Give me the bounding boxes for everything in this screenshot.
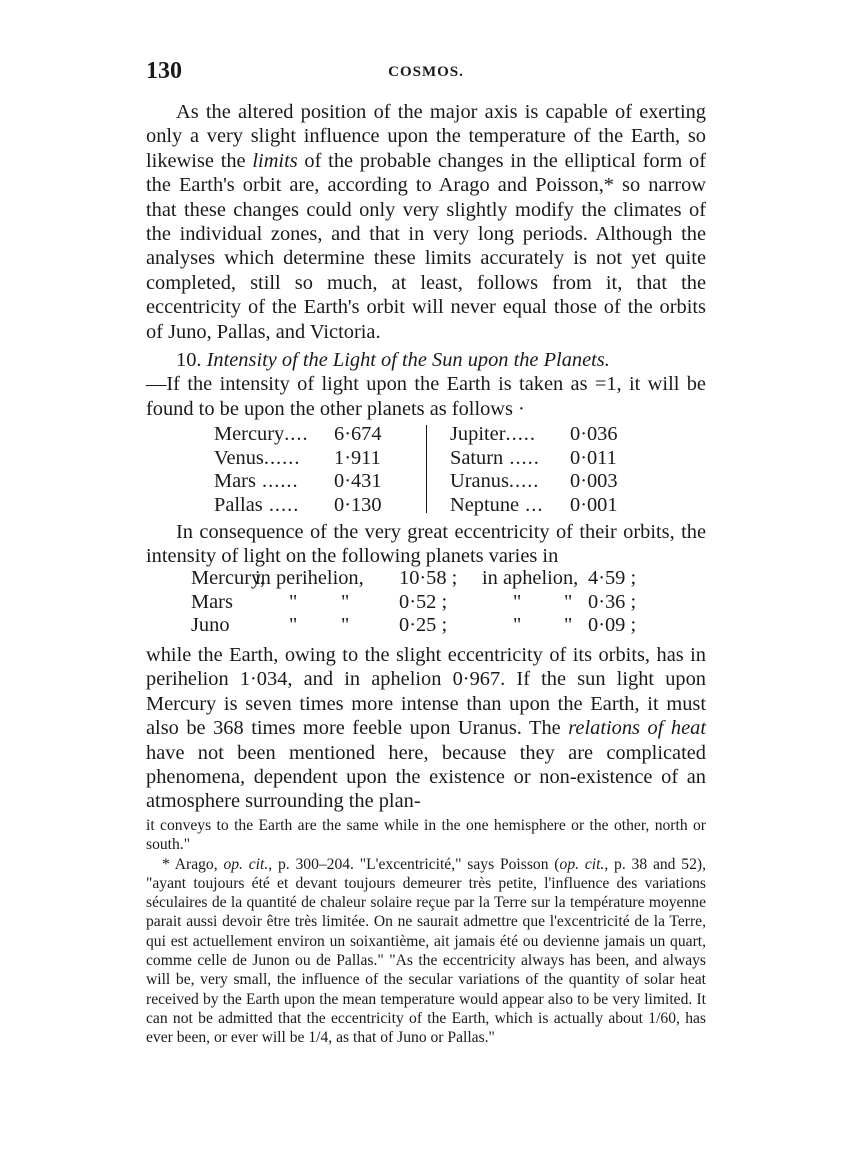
table-row [214, 494, 414, 518]
footnote-text: , as that of Juno or Pallas." [328, 1029, 495, 1047]
emphasis-relations-of-heat: relations of heat [568, 717, 706, 740]
table-row [191, 591, 671, 615]
running-title: COSMOS. [388, 64, 464, 80]
paragraph-earth-light [146, 643, 706, 814]
table-column-left [214, 423, 414, 517]
perihelion-aphelion-table [191, 567, 671, 638]
light-intensity-table [214, 423, 654, 517]
table-row [450, 470, 650, 494]
footnote-continued: it conveys to the Earth are the same while in the one hemisphere or the other, north or south." [146, 817, 706, 854]
intensity-value: 0·003 [570, 470, 618, 492]
planet-name [214, 423, 334, 447]
ditto-mark: " [513, 614, 522, 636]
planet-name [214, 494, 334, 518]
paragraph-eccentricity [146, 520, 706, 569]
planet-label: Uranus [450, 470, 509, 492]
intensity-value: 0·036 [570, 423, 618, 445]
perihelion-value: 10·58 ; [399, 567, 458, 589]
paragraph-text: have not been mentioned here, because they are complicated phenomena, dependent upon the existence or non-existence of an atmosphere surrounding the plan- [146, 741, 706, 813]
leader-dots: ...... [255, 470, 299, 492]
planet-label: Saturn [450, 446, 504, 469]
paragraph-text: —If the intensity of light upon the Earth is taken as =1, it will be found to be upon the other planets as follows · [146, 373, 706, 420]
planet-name: Juno [191, 614, 230, 636]
footnote-arago-poisson [146, 855, 706, 1048]
section-number: 10. [176, 349, 202, 371]
footnote-text: , has ever been, or ever will be [146, 1009, 706, 1047]
leader-dots: ..... [508, 470, 540, 492]
perihelion-value: 0·52 ; [399, 590, 448, 613]
paragraph-light-intensity [146, 348, 706, 421]
paragraph-text: In consequence of the very great eccentricity of their orbits, the intensity of light on the following planets varies in [146, 521, 706, 568]
intensity-value: 0·130 [334, 493, 382, 516]
table-column-right [450, 423, 650, 517]
planet-name: Mercury, [191, 567, 265, 589]
ditto-mark: " [564, 614, 573, 636]
ditto-mark: " [341, 590, 350, 613]
planet-label: Venus [214, 446, 264, 469]
intensity-value: 0·001 [570, 493, 618, 516]
table-row [450, 423, 650, 447]
planet-label: Neptune [450, 493, 520, 516]
table-row [450, 447, 650, 471]
aphelion-label: in aphelion, [482, 567, 579, 589]
planet-label: Pallas [214, 493, 263, 516]
leader-dots: ..... [262, 493, 300, 516]
aphelion-value: 0·36 ; [588, 590, 637, 613]
planet-label: Mars [214, 470, 256, 492]
aphelion-value: 0·09 ; [588, 614, 637, 636]
leader-dots: ..... [505, 423, 536, 445]
leader-dots: ...... [263, 446, 301, 469]
planet-name [450, 494, 570, 518]
footnote-text: , p. 300–204. "L'excentricité," says Poisson ( [268, 855, 560, 873]
footnote-text: , p. 38 and 52), "ayant toujours été et devant toujours demeurer très petite, l'influence des variations séculaires de la quantité de chaleur solaire reçue par la Terre sur la température moyenne parait aussi devoir être très limitée. On ne saurait admettre que l'excentricité de la Terre, qui est actuellement environ un soixantième, ait jamais été ou devienne jamais un quart, comme celle de Junon ou de Pallas." "As the eccentricity always has been, and always will be, very small, the influence of the secular variations of the quantity of solar heat received by the Earth upon the mean temperature would appear also to be very limited. It can not be admitted that the eccentricity of the Earth, which is actually about [146, 855, 706, 1027]
leader-dots: .... [284, 423, 309, 445]
table-row [450, 494, 650, 518]
planet-name [450, 447, 570, 471]
perihelion-label: in perihelion, [255, 567, 364, 589]
emphasis-limits: limits [252, 149, 298, 172]
leader-dots: ..... [503, 446, 540, 469]
ditto-mark: " [341, 614, 350, 636]
perihelion-value: 0·25 ; [399, 614, 448, 636]
paragraph-text: As the altered position of the major axis is capable of exerting only a very slight influence upon the temperature of the Earth, so likewise the [146, 101, 706, 172]
table-row [214, 423, 414, 447]
leader-dots: ... [519, 493, 544, 516]
table-row [214, 447, 414, 471]
footnote-marker: * Arago, [162, 855, 224, 873]
planet-name [214, 447, 334, 471]
column-divider [426, 425, 427, 513]
footnotes [146, 816, 706, 1048]
ditto-mark: " [289, 614, 298, 636]
intensity-value: 6·674 [334, 423, 382, 445]
citation-op-cit: op. cit. [559, 855, 605, 873]
section-heading: Intensity of the Light of the Sun upon the Planets. [206, 349, 610, 371]
page-header [146, 58, 706, 88]
intensity-value: 0·431 [334, 470, 382, 492]
table-row [214, 470, 414, 494]
fraction-one-sixtieth: 1/60 [648, 1009, 677, 1027]
ditto-mark: " [289, 590, 298, 613]
table-row [191, 567, 671, 591]
paragraph-text: while the Earth, owing to the slight eccentricity of its orbits, has in perihelion 1·034, and in aphelion 0·967. If the sun light upon Mercury is seven times more intense than upon the Earth, it must also be 368 times more feeble upon Uranus. The [146, 644, 706, 740]
ditto-mark: " [564, 590, 573, 613]
intensity-value: 0·011 [570, 446, 617, 469]
planet-label: Jupiter [450, 423, 506, 445]
planet-label: Mercury [214, 423, 285, 445]
page-number: 130 [146, 58, 182, 84]
paragraph-orbit-limits [146, 100, 706, 344]
table-row [191, 614, 671, 638]
paragraph-text: of the probable changes in the elliptical form of the Earth's orbit are, according to Arago and Poisson,* so narrow that these changes could only very slightly modify the climates of the individual zones, and that in very long periods. Although the analyses which determine these limits accurately is not yet quite completed, still so much, at least, follows from it, that the eccentricity of the Earth's orbit will never equal those of the orbits of Juno, Pallas, and Victoria. [146, 149, 707, 343]
planet-name [450, 470, 570, 494]
intensity-value: 1·911 [334, 446, 381, 469]
aphelion-value: 4·59 ; [588, 567, 637, 589]
citation-op-cit: op. cit. [223, 855, 269, 873]
ditto-mark: " [513, 590, 522, 613]
planet-name [214, 470, 334, 494]
planet-name: Mars [191, 590, 233, 613]
fraction-one-quarter: 1/4 [308, 1029, 329, 1047]
planet-name [450, 423, 570, 447]
